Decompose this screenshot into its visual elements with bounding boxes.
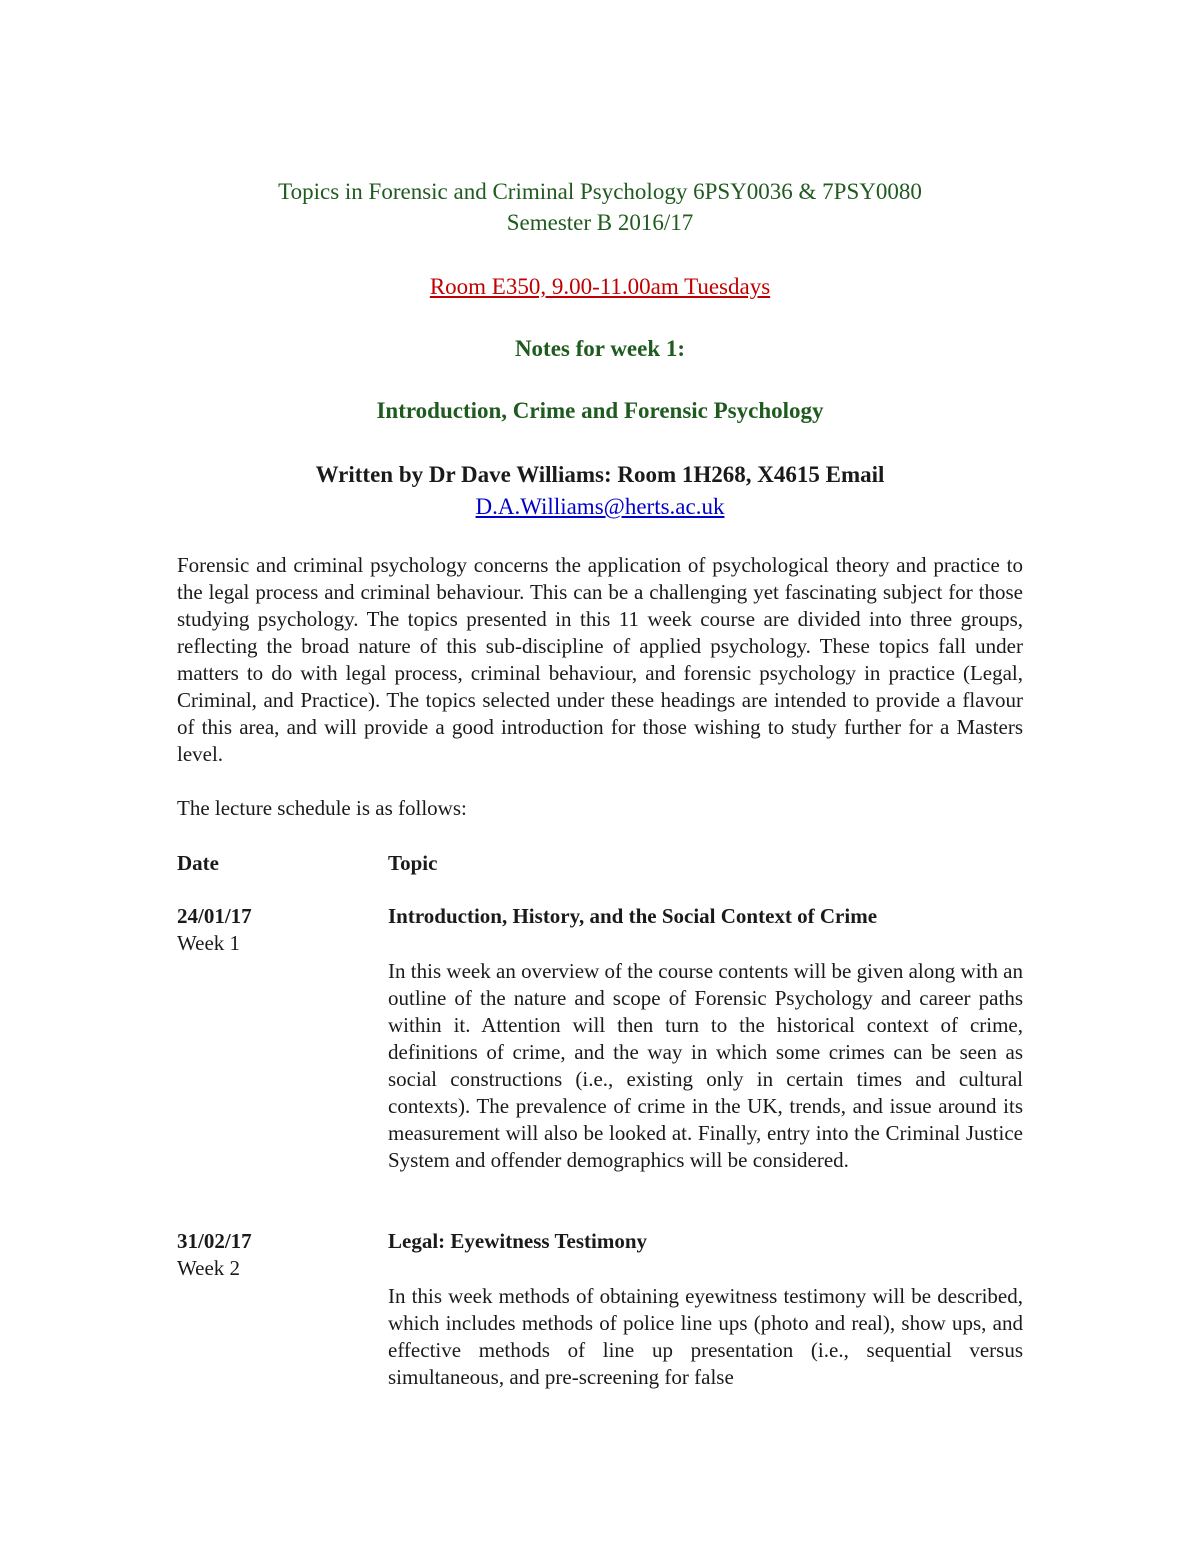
room-info: Room E350, 9.00-11.00am Tuesdays: [429, 274, 771, 299]
row-topic: Introduction, History, and the Social Context of Crime: [388, 904, 878, 928]
row-date: 31/02/17: [177, 1229, 252, 1253]
schedule-header-date: Date: [177, 851, 219, 875]
row-topic: Legal: Eyewitness Testimony: [388, 1229, 648, 1253]
author-line: Written by Dr Dave Williams: Room 1H268, X4615 Email: [315, 462, 885, 487]
schedule-row-date: [177, 903, 252, 957]
row-date: 24/01/17: [177, 904, 252, 928]
schedule-lead: The lecture schedule is as follows:: [177, 796, 467, 820]
email-line: [0, 491, 1200, 523]
email-link[interactable]: D.A.Williams@herts.ac.uk: [475, 494, 725, 519]
semester-line: Semester B 2016/17: [506, 210, 694, 235]
schedule-row-date: [177, 1228, 252, 1282]
schedule-header-topic: Topic: [388, 851, 438, 875]
intro-paragraph: Forensic and criminal psychology concerns the application of psychological theory and practice to the legal process and criminal behaviour. This can be a challenging yet fascinating subject for those studying psychology. The topics presented in this 11 week course are divided into three groups, reflecting the broad nature of this sub-discipline of applied psychology. These topics fall under matters to do with legal process, criminal behaviour, and forensic psychology in practice (Legal, Criminal, and Practice). The topics selected under these headings are intended to provide a flavour of this area, and will provide a good introduction for those wishing to study further for a Masters level.: [177, 553, 1023, 766]
notes-heading: Notes for week 1:: [514, 336, 686, 361]
row-description: In this week an overview of the course contents will be given along with an outline of the nature and scope of Forensic Psychology and career paths within it. Attention will then turn to the historical context of crime, definitions of crime, and the way in which some crimes can be seen as social constructions (i.e., existing only in certain times and cultural contexts). The prevalence of crime in the UK, trends, and issue around its measurement will also be looked at. Finally, entry into the Criminal Justice System and offender demographics will be considered.: [388, 959, 1023, 1172]
document-title: Topics in Forensic and Criminal Psychology 6PSY0036 & 7PSY0080: [278, 179, 922, 204]
lecture-subtitle: Introduction, Crime and Forensic Psychology: [376, 398, 824, 423]
row-week: Week 1: [177, 931, 241, 955]
row-week: Week 2: [177, 1256, 241, 1280]
row-description: In this week methods of obtaining eyewitness testimony will be described, which includes methods of police line ups (photo and real), show ups, and effective methods of line up presentation (i.e., sequential versus simultaneous, and pre-screening for false: [388, 1284, 1023, 1389]
